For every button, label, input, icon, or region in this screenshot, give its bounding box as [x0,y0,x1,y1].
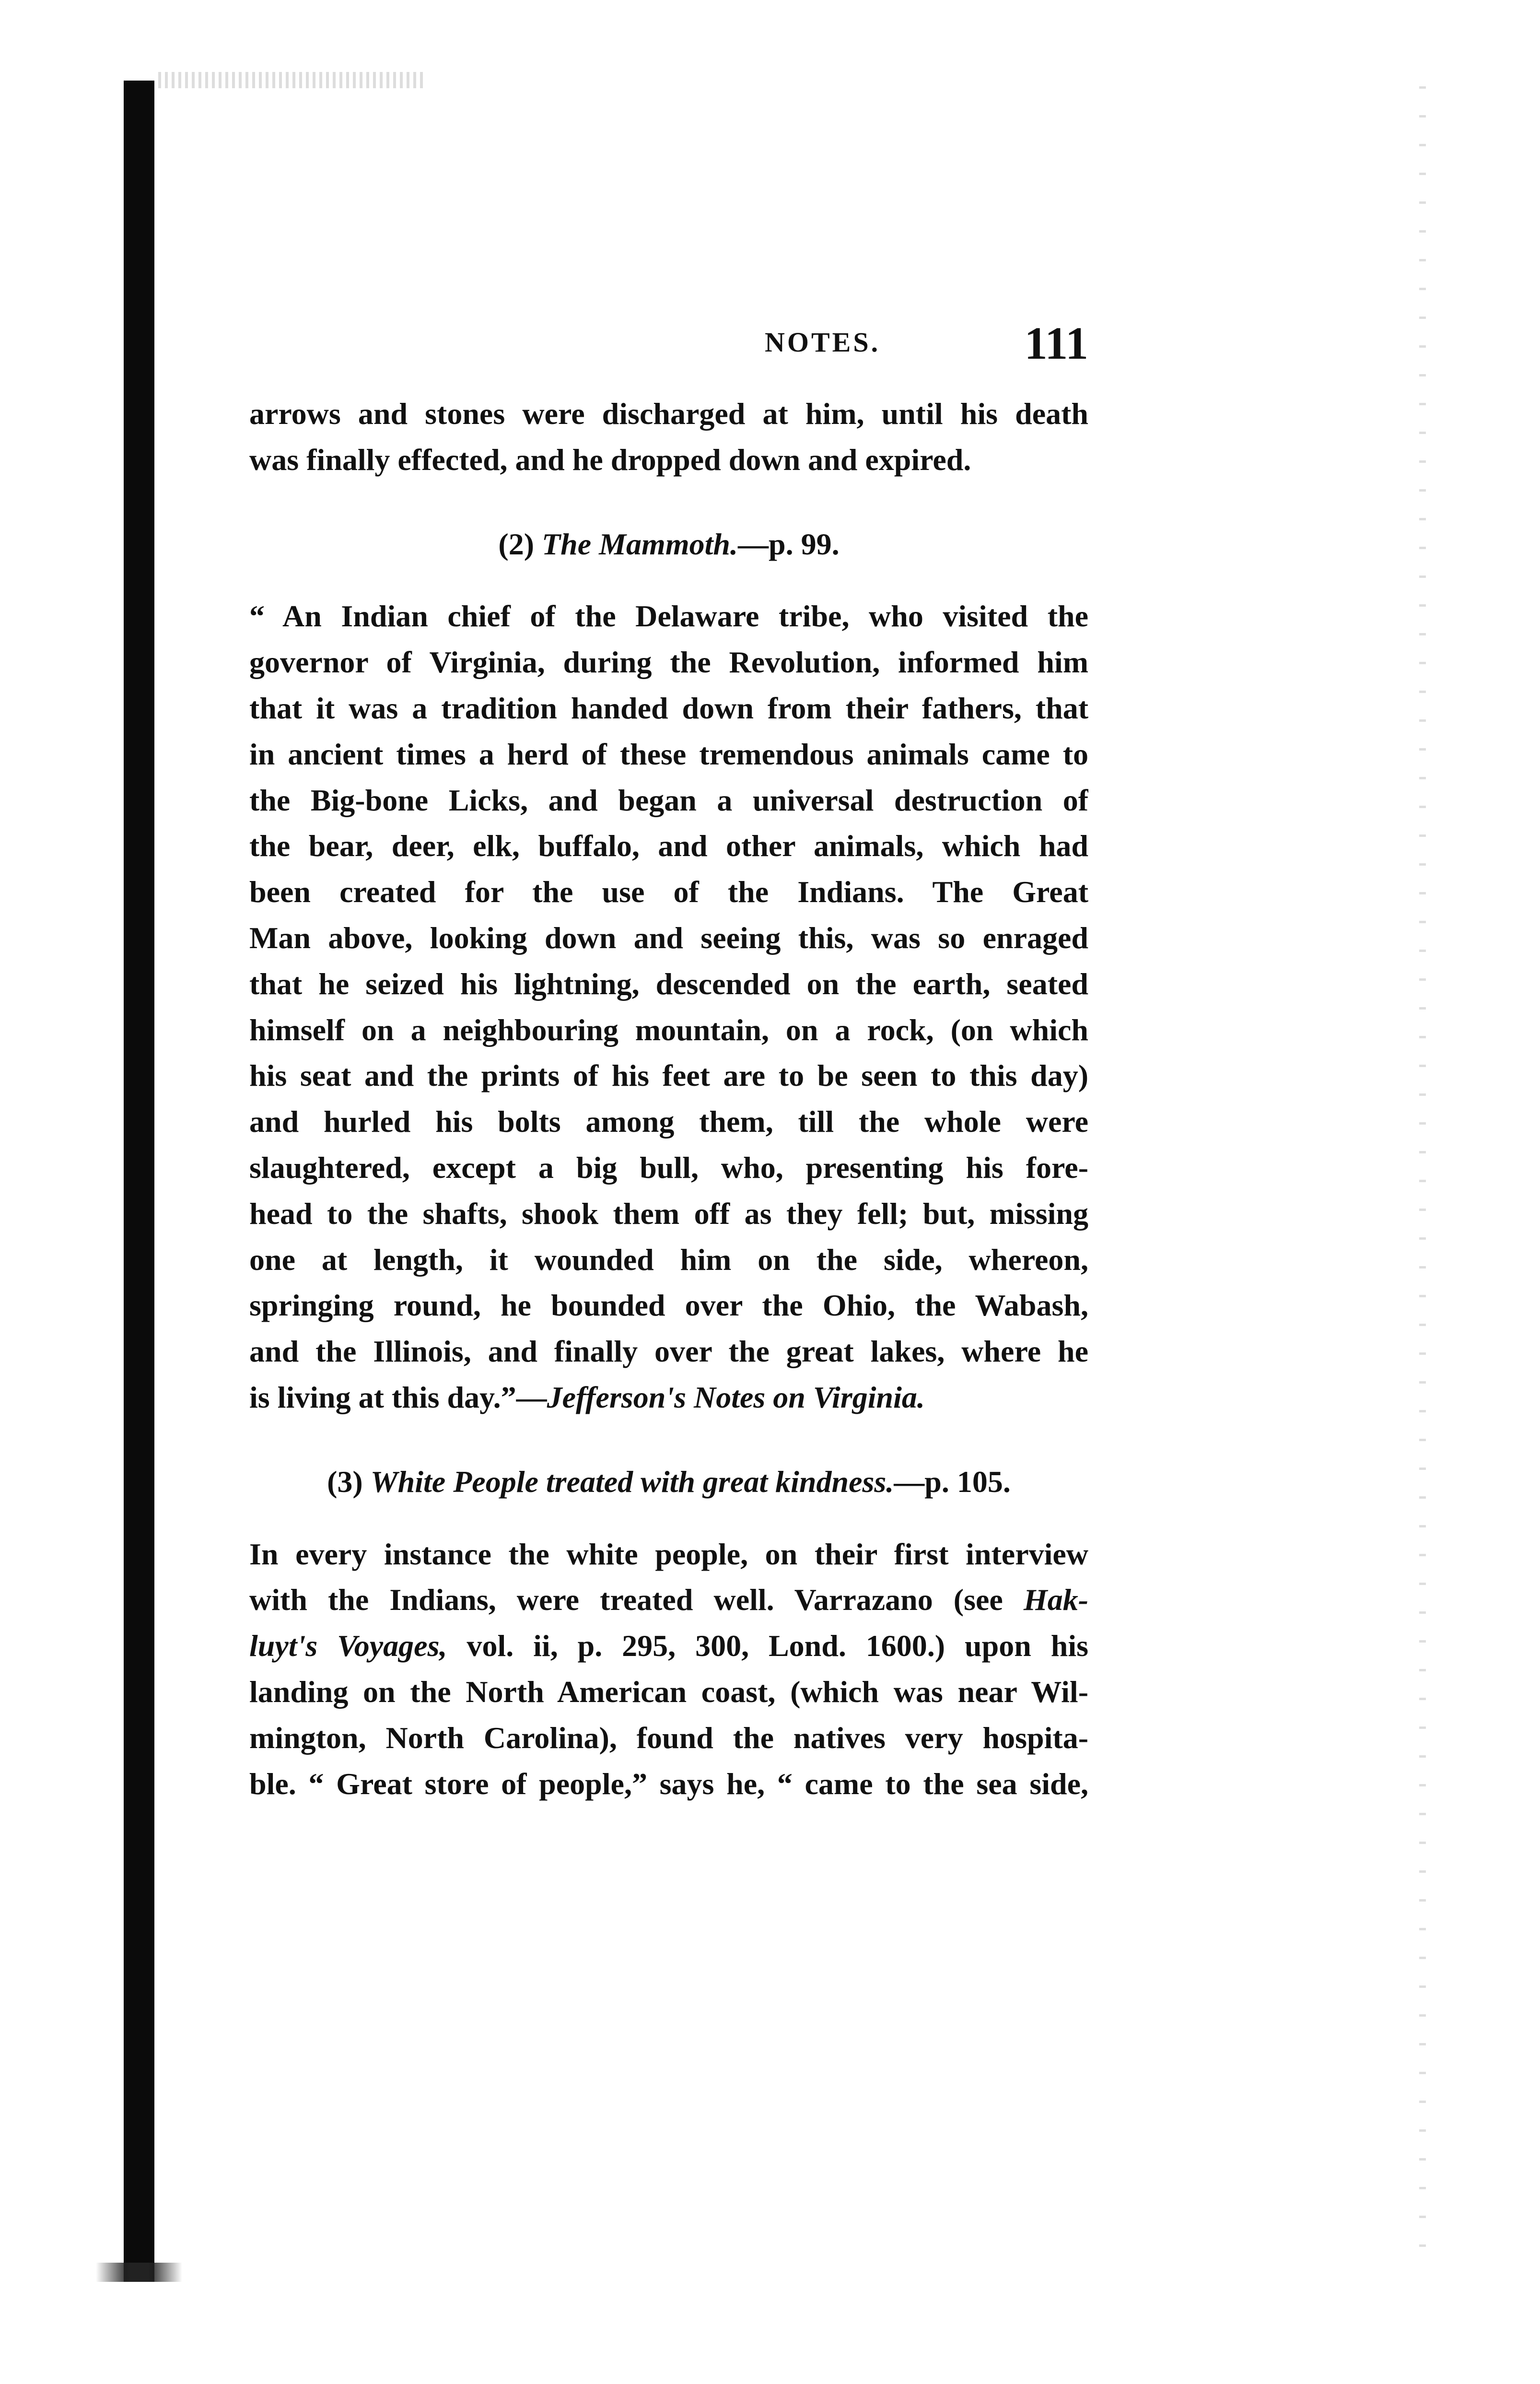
text-run-italic: Hak- [1023,1583,1088,1617]
text-line: mington, North Carolina), found the natives very hospita- [249,1720,1088,1755]
spacer [249,567,1088,593]
text-line [249,1623,1088,1669]
text-line: that it was a tradition handed down from their fathers, that [249,691,1088,725]
heading-title: White People treated with great kindness. [370,1464,894,1499]
text-line: head to the shafts, shook them off as they fell; but, missing [249,1196,1088,1231]
text-line: ble. “ Great store of people,” says he, “ came to the sea side, [249,1766,1088,1801]
text-line: springing round, he bounded over the Ohio, the Wabash, [249,1288,1088,1323]
binding-shadow [124,81,154,2282]
spacer [249,1505,1088,1531]
text-line: “ An Indian chief of the Delaware tribe, who visited the [249,599,1088,634]
page-header [249,317,1088,369]
text-line: and the Illinois, and finally over the great lakes, where he [249,1334,1088,1369]
heading-page-ref: —p. 105. [894,1464,1011,1499]
text-line: landing on the North American coast, (which was near Wil- [249,1674,1088,1709]
text-line-citation [249,1374,1088,1421]
text-line: the bear, deer, elk, buffalo, and other animals, which had [249,829,1088,863]
text-line: in ancient times a herd of these tremendous animals came to [249,737,1088,771]
text-line: himself on a neighbouring mountain, on a rock, (on which [249,1012,1088,1047]
citation-source: Jefferson's Notes on Virginia. [547,1380,925,1414]
citation-lead: is living at this day.”— [249,1380,547,1414]
page-body [249,391,1088,1807]
heading-number: (2) [498,527,535,561]
section-heading-mammoth [249,521,1088,567]
text-line: arrows and stones were discharged at him, until his death [249,397,1088,431]
text-line: been created for the use of the Indians. The Great [249,875,1088,909]
spacer [249,483,1088,521]
text-line: In every instance the white people, on their first interview [249,1537,1088,1571]
text-run: with the Indians, were treated well. Varrazano (see [249,1583,1003,1617]
page-number: 111 [1024,317,1088,369]
running-head: NOTES. [765,327,881,358]
text-line: governor of Virginia, during the Revolution, informed him [249,645,1088,680]
text-run: vol. ii, p. 295, 300, Lond. 1600.) upon his [467,1629,1088,1663]
text-line: slaughtered, except a big bull, who, presenting his fore- [249,1150,1088,1185]
text-line: Man above, looking down and seeing this, was so enraged [249,920,1088,955]
spacer [249,1421,1088,1459]
text-line: and hurled his bolts among them, till the whole were [249,1104,1088,1139]
binding-foot-shadow [96,2263,182,2282]
text-run-italic: luyt's Voyages, [249,1629,447,1663]
scan-artifact-right-edge [1419,86,1426,2268]
heading-page-ref: —p. 99. [737,527,840,561]
heading-number: (3) [327,1464,363,1499]
text-line: that he seized his lightning, descended on the earth, seated [249,966,1088,1001]
text-line: the Big-bone Licks, and began a universal destruction of [249,783,1088,817]
text-line: one at length, it wounded him on the side, whereon, [249,1242,1088,1277]
text-line [249,1577,1088,1623]
text-line: was finally effected, and he dropped down and expired. [249,442,971,477]
heading-title: The Mammoth. [542,527,738,561]
scan-artifact-top [158,72,427,88]
section-heading-white-people [249,1459,1088,1505]
text-line: his seat and the prints of his feet are to be seen to this day) [249,1058,1088,1093]
